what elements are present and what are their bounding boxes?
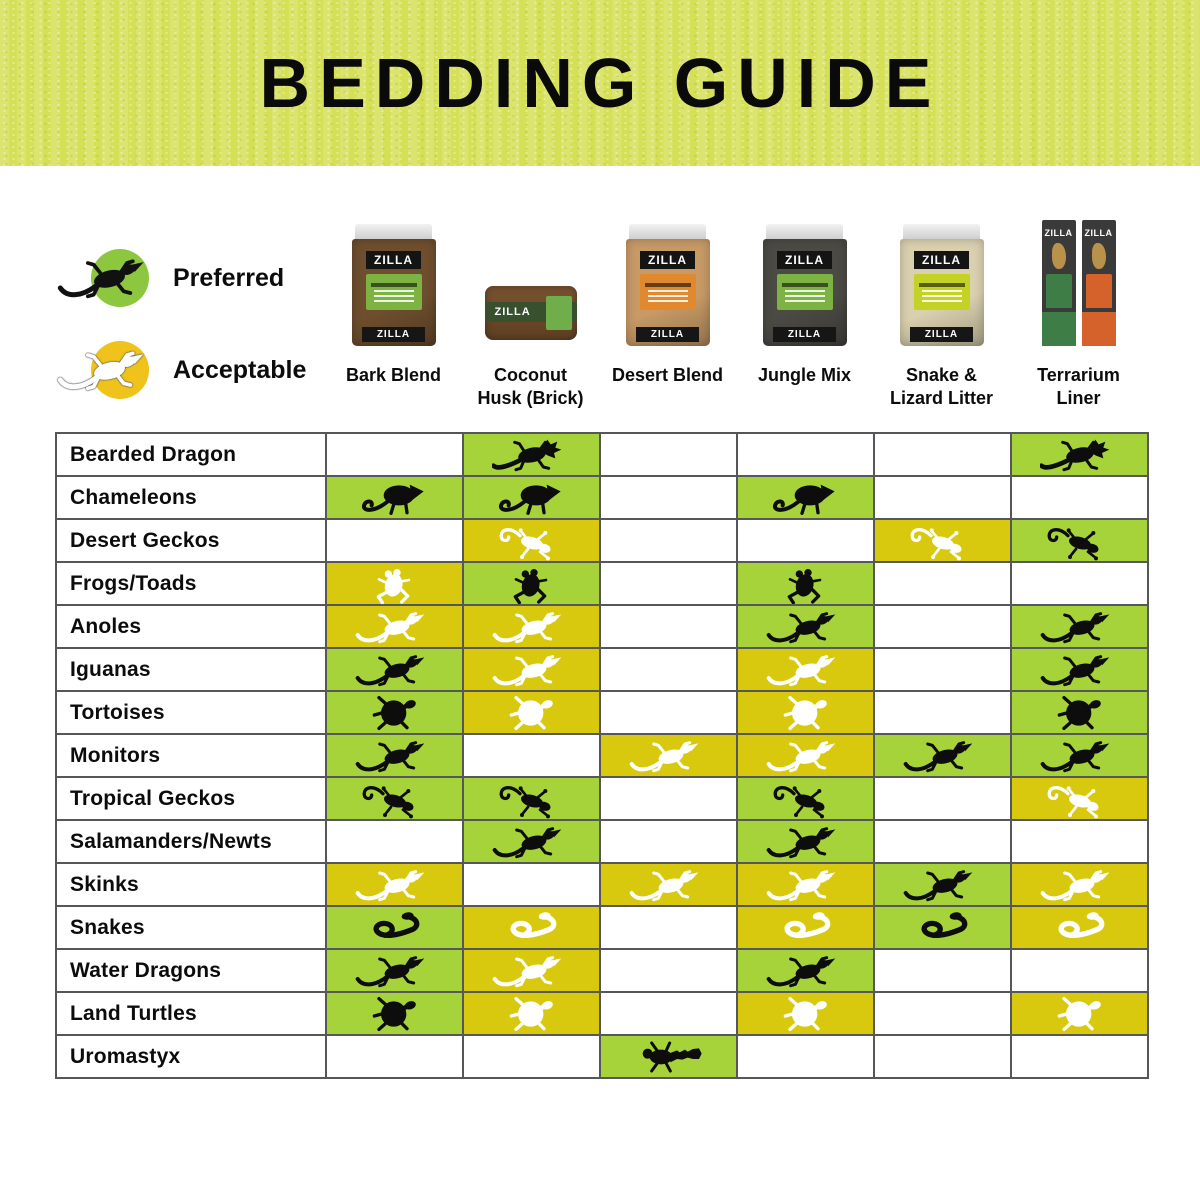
matrix-cell xyxy=(874,691,1011,734)
matrix-cell xyxy=(1011,519,1148,562)
salamander-icon xyxy=(476,822,588,862)
matrix-cell xyxy=(874,433,1011,476)
matrix-cell xyxy=(737,906,874,949)
matrix-cell xyxy=(1011,992,1148,1035)
monitor-icon xyxy=(750,736,862,776)
species-label: Tropical Geckos xyxy=(56,777,326,820)
matrix-cell xyxy=(463,519,600,562)
water-dragon-icon xyxy=(476,951,588,991)
matrix-cell xyxy=(874,992,1011,1035)
iguana-icon xyxy=(1024,650,1136,690)
liner-foot xyxy=(1042,312,1076,346)
product-name-text: Jungle Mix xyxy=(757,365,851,385)
product-image-bag xyxy=(626,224,710,346)
matrix-cell xyxy=(326,691,463,734)
matrix-cell xyxy=(737,777,874,820)
matrix-cell xyxy=(737,820,874,863)
matrix-cell xyxy=(463,949,600,992)
product-name xyxy=(873,354,1010,426)
matrix-cell xyxy=(737,1035,874,1078)
zilla-logo: ZILLA xyxy=(914,251,969,269)
species-label: Desert Geckos xyxy=(56,519,326,562)
gecko-icon xyxy=(887,521,999,561)
product-name-text: Snake & Lizard Litter xyxy=(889,365,993,409)
matrix-cell xyxy=(874,734,1011,777)
species-label: Anoles xyxy=(56,605,326,648)
matrix-cell xyxy=(326,949,463,992)
matrix-cell xyxy=(600,734,737,777)
snake-icon xyxy=(476,908,588,948)
snake-icon xyxy=(1024,908,1136,948)
matrix-cell xyxy=(600,777,737,820)
matrix-cell xyxy=(326,605,463,648)
matrix-cell xyxy=(737,519,874,562)
water-dragon-icon xyxy=(339,951,451,991)
matrix-cell xyxy=(1011,476,1148,519)
matrix-cell xyxy=(600,949,737,992)
matrix-cell xyxy=(600,820,737,863)
anole-icon xyxy=(750,607,862,647)
product-name-text: Desert Blend xyxy=(611,365,724,385)
gecko-icon xyxy=(476,779,588,819)
product-name xyxy=(462,354,599,426)
matrix-cell xyxy=(1011,734,1148,777)
matrix-cell xyxy=(874,949,1011,992)
page-title: BEDDING GUIDE xyxy=(259,44,941,122)
matrix-cell xyxy=(463,777,600,820)
matrix-cell xyxy=(326,562,463,605)
matrix-cell xyxy=(1011,648,1148,691)
matrix-cell xyxy=(600,863,737,906)
liner-roll xyxy=(1086,274,1112,308)
gecko-icon xyxy=(476,521,588,561)
gecko-art-icon xyxy=(1092,243,1106,269)
frog-icon xyxy=(750,564,862,604)
matrix-cell xyxy=(463,648,600,691)
matrix-cell xyxy=(463,691,600,734)
matrix-cell xyxy=(600,605,737,648)
product-column-4 xyxy=(736,222,873,354)
product-name xyxy=(736,354,873,426)
snake-icon xyxy=(887,908,999,948)
matrix-cell xyxy=(600,562,737,605)
matrix-cell xyxy=(463,820,600,863)
matrix-cell xyxy=(874,519,1011,562)
legend xyxy=(55,222,325,426)
liner-foot xyxy=(1082,312,1116,346)
monitor-icon xyxy=(887,736,999,776)
product-image-brick xyxy=(485,286,577,340)
bag-body xyxy=(763,239,847,346)
matrix-cell xyxy=(326,734,463,777)
zilla-bottom-band: ZILLA xyxy=(773,327,835,342)
zilla-bottom-band: ZILLA xyxy=(910,327,972,342)
species-label: Iguanas xyxy=(56,648,326,691)
matrix-cell xyxy=(326,648,463,691)
matrix-cell xyxy=(737,863,874,906)
matrix-cell xyxy=(1011,863,1148,906)
matrix-cell xyxy=(600,691,737,734)
product-column-5 xyxy=(873,222,1010,354)
matrix-cell xyxy=(874,562,1011,605)
product-name xyxy=(325,354,462,426)
matrix-cell xyxy=(1011,949,1148,992)
species-label: Tortoises xyxy=(56,691,326,734)
matrix-cell xyxy=(1011,691,1148,734)
matrix-cell xyxy=(1011,562,1148,605)
product-column-2 xyxy=(462,222,599,354)
product-name xyxy=(1010,354,1147,426)
matrix-cell xyxy=(874,777,1011,820)
species-label: Frogs/Toads xyxy=(56,562,326,605)
zilla-logo: ZILLA xyxy=(1044,228,1073,238)
matrix-cell xyxy=(326,820,463,863)
legend-item-preferred xyxy=(63,249,325,307)
bag-seal xyxy=(903,224,980,239)
matrix-cell xyxy=(737,605,874,648)
bedding-matrix xyxy=(55,432,1149,1079)
species-label: Land Turtles xyxy=(56,992,326,1035)
frog-icon xyxy=(339,564,451,604)
uromastyx-icon xyxy=(613,1037,725,1077)
chameleon-icon xyxy=(339,478,451,518)
gecko-icon xyxy=(750,779,862,819)
gecko-art-icon xyxy=(1052,243,1066,269)
matrix-cell xyxy=(874,906,1011,949)
bag-body xyxy=(626,239,710,346)
legend-label: Acceptable xyxy=(173,355,307,384)
zilla-bottom-band: ZILLA xyxy=(362,327,424,342)
legend-item-acceptable xyxy=(63,341,325,399)
zilla-bottom-band: ZILLA xyxy=(636,327,698,342)
bag-seal xyxy=(355,224,432,239)
chameleon-icon xyxy=(750,478,862,518)
water-dragon-icon xyxy=(750,951,862,991)
legend-badge xyxy=(63,249,159,307)
tortoise-icon xyxy=(476,693,588,733)
banner xyxy=(0,0,1200,166)
product-name-text: Bark Blend xyxy=(345,365,442,385)
matrix-cell xyxy=(737,949,874,992)
species-label: Skinks xyxy=(56,863,326,906)
matrix-cell xyxy=(326,777,463,820)
species-label: Snakes xyxy=(56,906,326,949)
product-name xyxy=(599,354,736,426)
species-label: Chameleons xyxy=(56,476,326,519)
matrix-cell xyxy=(600,476,737,519)
matrix-cell xyxy=(600,1035,737,1078)
bag-seal xyxy=(766,224,843,239)
zilla-logo: ZILLA xyxy=(777,251,832,269)
white-lizard-icon xyxy=(51,345,163,395)
black-lizard-icon xyxy=(51,253,163,303)
liner-box xyxy=(1082,220,1116,346)
matrix-cell xyxy=(600,906,737,949)
frog-icon xyxy=(476,564,588,604)
matrix-cell xyxy=(463,992,600,1035)
anole-icon xyxy=(339,607,451,647)
zilla-logo: ZILLA xyxy=(1084,228,1113,238)
product-image-bag xyxy=(763,224,847,346)
bag-label-panel xyxy=(640,274,696,310)
matrix-cell xyxy=(463,734,600,777)
bag-seal xyxy=(629,224,706,239)
brick-label-panel xyxy=(546,296,572,330)
matrix-cell xyxy=(737,648,874,691)
bag-label-panel xyxy=(366,274,422,310)
matrix-cell xyxy=(326,906,463,949)
product-image-bag xyxy=(900,224,984,346)
matrix-cell xyxy=(326,992,463,1035)
matrix-cell xyxy=(463,863,600,906)
matrix-cell xyxy=(326,1035,463,1078)
legend-badge xyxy=(63,341,159,399)
matrix-cell xyxy=(326,863,463,906)
matrix-cell xyxy=(737,476,874,519)
matrix-cell xyxy=(874,648,1011,691)
chameleon-icon xyxy=(476,478,588,518)
product-column-3 xyxy=(599,222,736,354)
matrix-cell xyxy=(1011,433,1148,476)
iguana-icon xyxy=(339,650,451,690)
matrix-cell xyxy=(1011,1035,1148,1078)
gecko-icon xyxy=(1024,779,1136,819)
matrix-cell xyxy=(463,476,600,519)
species-label: Water Dragons xyxy=(56,949,326,992)
matrix-cell xyxy=(463,562,600,605)
anole-icon xyxy=(1024,607,1136,647)
product-image-liner xyxy=(1042,220,1116,346)
bag-body xyxy=(352,239,436,346)
header-grid xyxy=(55,222,1200,426)
turtle-icon xyxy=(750,994,862,1034)
tortoise-icon xyxy=(339,693,451,733)
matrix-cell xyxy=(874,820,1011,863)
matrix-cell xyxy=(600,992,737,1035)
matrix-cell xyxy=(600,519,737,562)
matrix-cell xyxy=(874,1035,1011,1078)
matrix-cell xyxy=(874,476,1011,519)
matrix-cell xyxy=(463,1035,600,1078)
product-column-1 xyxy=(325,222,462,354)
matrix-cell xyxy=(737,992,874,1035)
bag-label-panel xyxy=(914,274,970,310)
matrix-cell xyxy=(874,863,1011,906)
matrix-cell xyxy=(326,519,463,562)
iguana-icon xyxy=(476,650,588,690)
matrix-cell xyxy=(463,433,600,476)
bearded-dragon-icon xyxy=(1024,435,1136,475)
salamander-icon xyxy=(750,822,862,862)
product-name-text: Terrarium Liner xyxy=(1037,365,1120,409)
skink-icon xyxy=(750,865,862,905)
product-image-bag xyxy=(352,224,436,346)
gecko-icon xyxy=(339,779,451,819)
turtle-icon xyxy=(476,994,588,1034)
matrix-cell xyxy=(737,562,874,605)
tortoise-icon xyxy=(1024,693,1136,733)
skink-icon xyxy=(613,865,725,905)
matrix-cell xyxy=(737,433,874,476)
anole-icon xyxy=(476,607,588,647)
bearded-dragon-icon xyxy=(476,435,588,475)
zilla-logo: ZILLA xyxy=(640,251,695,269)
liner-roll xyxy=(1046,274,1072,308)
skink-icon xyxy=(1024,865,1136,905)
zilla-logo: ZILLA xyxy=(366,251,421,269)
matrix-cell xyxy=(737,734,874,777)
legend-label: Preferred xyxy=(173,263,285,292)
species-label: Bearded Dragon xyxy=(56,433,326,476)
skink-icon xyxy=(339,865,451,905)
skink-icon xyxy=(887,865,999,905)
matrix-cell xyxy=(1011,820,1148,863)
species-label: Uromastyx xyxy=(56,1035,326,1078)
species-label: Salamanders/Newts xyxy=(56,820,326,863)
matrix-cell xyxy=(326,433,463,476)
monitor-icon xyxy=(1024,736,1136,776)
snake-icon xyxy=(750,908,862,948)
iguana-icon xyxy=(750,650,862,690)
matrix-cell xyxy=(463,906,600,949)
product-name-text: Coconut Husk (Brick) xyxy=(477,365,584,409)
matrix-cell xyxy=(600,433,737,476)
matrix-cell xyxy=(874,605,1011,648)
turtle-icon xyxy=(1024,994,1136,1034)
bag-body xyxy=(900,239,984,346)
gecko-icon xyxy=(1024,521,1136,561)
liner-box xyxy=(1042,220,1076,346)
matrix-cell xyxy=(463,605,600,648)
matrix-cell xyxy=(1011,906,1148,949)
species-label: Monitors xyxy=(56,734,326,777)
monitor-icon xyxy=(339,736,451,776)
zilla-logo: ZILLA xyxy=(485,302,577,322)
product-column-6 xyxy=(1010,222,1147,354)
matrix-cell xyxy=(737,691,874,734)
matrix-cell xyxy=(1011,605,1148,648)
matrix-cell xyxy=(1011,777,1148,820)
content xyxy=(0,222,1200,1079)
bag-label-panel xyxy=(777,274,833,310)
snake-icon xyxy=(339,908,451,948)
turtle-icon xyxy=(339,994,451,1034)
monitor-icon xyxy=(613,736,725,776)
matrix-cell xyxy=(600,648,737,691)
matrix-cell xyxy=(326,476,463,519)
tortoise-icon xyxy=(750,693,862,733)
